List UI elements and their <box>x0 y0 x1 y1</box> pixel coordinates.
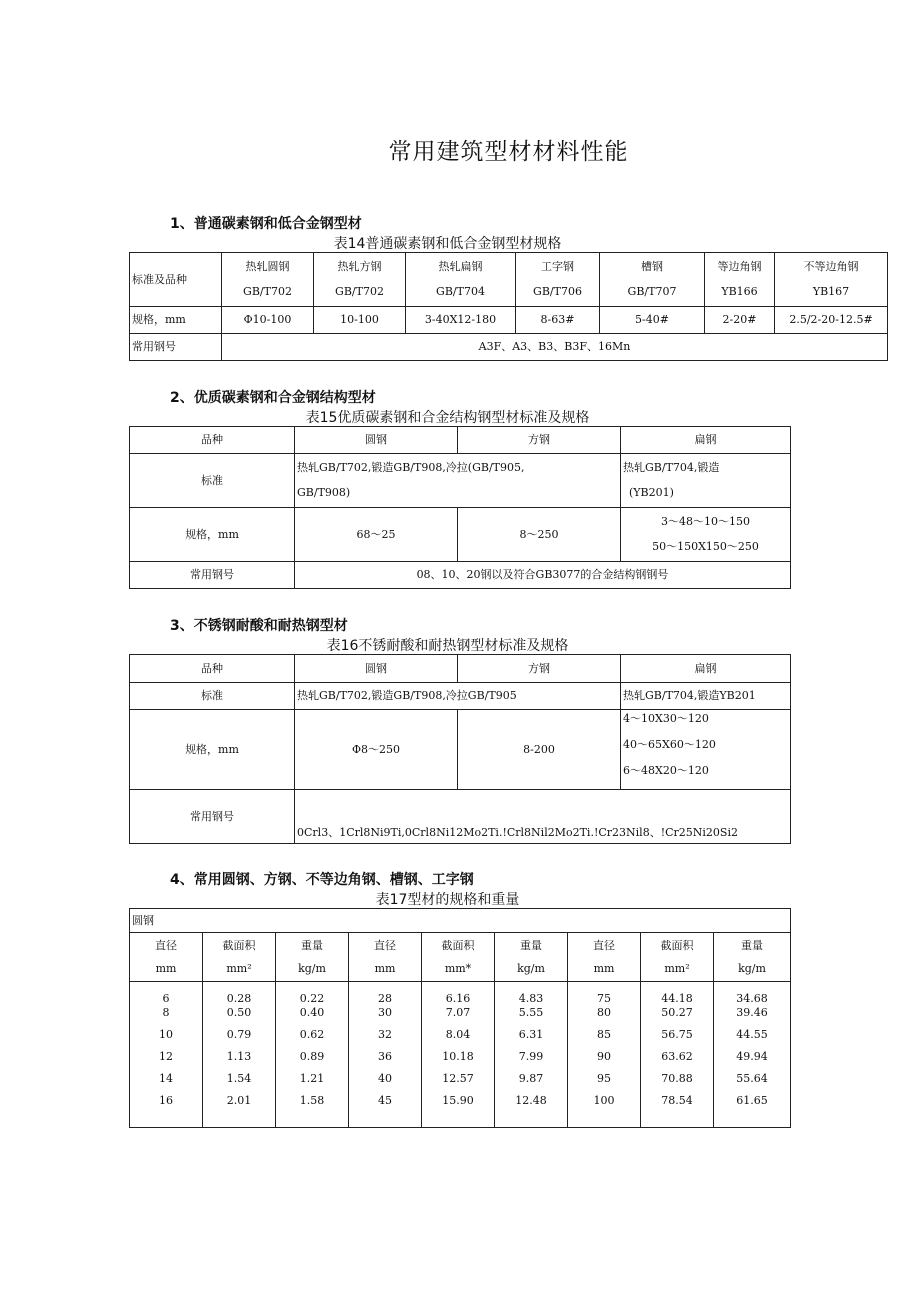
table-cell: 7.99 <box>518 1050 544 1063</box>
header-label: 标准及品种 <box>130 253 222 307</box>
table-16 <box>129 654 791 844</box>
table-cell: 0.62 <box>299 1028 325 1041</box>
square-header: 方钢 <box>458 427 621 454</box>
col-header: 热轧方钢 GB/T702 <box>314 253 406 307</box>
table-cell: 4.83 <box>518 992 544 1005</box>
data-column <box>568 982 641 1128</box>
kind-header: 品种 <box>130 427 295 454</box>
table-cell: 9.87 <box>518 1072 544 1085</box>
flat-header: 扁钢 <box>621 655 791 683</box>
table-cell: 7.07 <box>445 1006 471 1019</box>
table-cell: 61.65 <box>736 1094 768 1107</box>
table-cell: 32 <box>378 1028 392 1041</box>
table-cell: 6.31 <box>518 1028 544 1041</box>
spec-flat: 3～48～10～150 50～150X150～250 <box>621 508 791 562</box>
table-cell: 56.75 <box>661 1028 693 1041</box>
table-cell: 10.18 <box>442 1050 474 1063</box>
spec-cell: 2-20# <box>705 307 775 334</box>
table-cell: 95 <box>597 1072 611 1085</box>
table-cell: 85 <box>597 1028 611 1041</box>
table-cell: 1.58 <box>299 1094 325 1107</box>
table-cell: 49.94 <box>736 1050 768 1063</box>
col-header: 等边角钢 YB166 <box>705 253 775 307</box>
table-cell: 12.48 <box>515 1094 547 1107</box>
grade-label: 常用钢号 <box>130 334 222 361</box>
table-cell: 15.90 <box>442 1094 474 1107</box>
data-column <box>422 982 495 1128</box>
table-cell: 1.21 <box>299 1072 325 1085</box>
table-cell: 75 <box>597 992 611 1005</box>
data-column <box>276 982 349 1128</box>
table-cell: 0.40 <box>299 1006 325 1019</box>
table-cell: 40 <box>378 1072 392 1085</box>
spec-label: 规格，mm <box>130 710 295 790</box>
spec-square: 8～250 <box>458 508 621 562</box>
data-column <box>130 982 203 1128</box>
std-flat: 热轧GB/T704,锻造 (YB201) <box>621 454 791 508</box>
std-round-square: 热轧GB/T702,锻造GB/T908,冷拉(GB/T905, GB/T908) <box>295 454 621 508</box>
data-column <box>495 982 568 1128</box>
table-cell: 45 <box>378 1094 392 1107</box>
table-cell: 6.16 <box>445 992 471 1005</box>
group-label: 圆钢 <box>130 909 791 933</box>
table-cell: 39.46 <box>736 1006 768 1019</box>
col-header: 重量 kg/m <box>276 933 349 982</box>
table-cell: 14 <box>159 1072 173 1085</box>
table-15-caption: 表15优质碳素钢和合金结构钢型材标准及规格 <box>305 410 590 426</box>
col-header: 不等边角钢 YB167 <box>775 253 888 307</box>
flat-header: 扁钢 <box>621 427 791 454</box>
table-cell: 12 <box>159 1050 173 1063</box>
col-header: 直径 mm <box>349 933 422 982</box>
std-label: 标准 <box>130 454 295 508</box>
grade-label: 常用钢号 <box>130 562 295 589</box>
section-3-heading: 3、不锈钢耐酸和耐热钢型材 <box>170 618 348 634</box>
col-header: 重量 kg/m <box>495 933 568 982</box>
spec-square: 8-200 <box>458 710 621 790</box>
table-cell: 50.27 <box>661 1006 693 1019</box>
table-cell: 0.28 <box>226 992 252 1005</box>
table-cell: 55.64 <box>736 1072 768 1085</box>
table-cell: 0.79 <box>226 1028 252 1041</box>
table-cell: 2.01 <box>226 1094 252 1107</box>
col-header: 截面积 mm² <box>641 933 714 982</box>
section-1-heading: 1、普通碳素钢和低合金钢型材 <box>170 216 362 232</box>
table-cell: 34.68 <box>736 992 768 1005</box>
kind-header: 品种 <box>130 655 295 683</box>
table-cell: 8 <box>162 1006 170 1019</box>
spec-cell: 2.5/2-20-12.5# <box>775 307 888 334</box>
grade-label: 常用钢号 <box>130 790 295 844</box>
table-cell: 0.22 <box>299 992 325 1005</box>
spec-round: Φ8～250 <box>295 710 458 790</box>
grade-cell: 08、10、20钢以及符合GB3077的合金结构钢钢号 <box>295 562 791 589</box>
table-15 <box>129 426 791 589</box>
table-cell: 5.55 <box>518 1006 544 1019</box>
table-17-caption: 表17型材的规格和重量 <box>375 892 520 908</box>
table-cell: 8.04 <box>445 1028 471 1041</box>
col-header: 槽钢 GB/T707 <box>600 253 705 307</box>
col-header: 直径 mm <box>130 933 203 982</box>
std-label: 标准 <box>130 683 295 710</box>
table-14-caption: 表14普通碳素钢和低合金钢型材规格 <box>333 236 562 252</box>
table-cell: 1.54 <box>226 1072 252 1085</box>
spec-label: 规格，mm <box>130 508 295 562</box>
spec-cell: 5-40# <box>600 307 705 334</box>
section-2-heading: 2、优质碳素钢和合金钢结构型材 <box>170 390 376 406</box>
table-cell: 16 <box>159 1094 173 1107</box>
page-title: 常用建筑型材材料性能 <box>388 139 629 165</box>
table-17 <box>129 908 791 1128</box>
col-header: 重量 kg/m <box>714 933 791 982</box>
data-column <box>349 982 422 1128</box>
col-header: 工字钢 GB/T706 <box>516 253 600 307</box>
table-16-caption: 表16不锈耐酸和耐热钢型材标准及规格 <box>326 638 569 654</box>
col-header: 直径 mm <box>568 933 641 982</box>
square-header: 方钢 <box>458 655 621 683</box>
col-header: 热轧扁钢 GB/T704 <box>406 253 516 307</box>
data-column <box>714 982 791 1128</box>
table-14 <box>129 252 888 361</box>
table-cell: 0.89 <box>299 1050 325 1063</box>
spec-cell: 10-100 <box>314 307 406 334</box>
round-header: 圆钢 <box>295 655 458 683</box>
table-cell: 12.57 <box>442 1072 474 1085</box>
table-cell: 0.50 <box>226 1006 252 1019</box>
grade-cell: 0Crl3、1Crl8Ni9Ti,0Crl8Ni12Mo2Ti.!Crl8Nil2Mo2Ti.!Cr23Nil8、!Cr25Ni20Si2 <box>295 790 791 844</box>
table-cell: 63.62 <box>661 1050 693 1063</box>
col-header: 热轧圆钢 GB/T702 <box>222 253 314 307</box>
section-4-heading: 4、常用圆钢、方钢、不等边角钢、槽钢、工字钢 <box>170 872 474 888</box>
spec-cell: 8-63# <box>516 307 600 334</box>
spec-round: 68～25 <box>295 508 458 562</box>
table-cell: 100 <box>593 1094 615 1107</box>
table-cell: 36 <box>378 1050 392 1063</box>
col-header: 截面积 mm* <box>422 933 495 982</box>
data-column <box>203 982 276 1128</box>
spec-label: 规格，mm <box>130 307 222 334</box>
table-cell: 80 <box>597 1006 611 1019</box>
table-cell: 44.55 <box>736 1028 768 1041</box>
table-cell: 44.18 <box>661 992 693 1005</box>
table-cell: 78.54 <box>661 1094 693 1107</box>
spec-cell: Φ10-100 <box>222 307 314 334</box>
table-cell: 30 <box>378 1006 392 1019</box>
table-cell: 28 <box>378 992 392 1005</box>
table-cell: 70.88 <box>661 1072 693 1085</box>
col-header: 截面积 mm² <box>203 933 276 982</box>
std-round-square: 热轧GB/T702,锻造GB/T908,冷拉GB/T905 <box>295 683 621 710</box>
table-cell: 90 <box>597 1050 611 1063</box>
table-cell: 10 <box>159 1028 173 1041</box>
round-header: 圆钢 <box>295 427 458 454</box>
std-flat: 热轧GB/T704,锻造YB201 <box>621 683 791 710</box>
spec-cell: 3-40X12-180 <box>406 307 516 334</box>
data-column <box>641 982 714 1128</box>
grade-cell: A3F、A3、B3、B3F、16Mn <box>222 334 888 361</box>
table-cell: 6 <box>162 992 170 1005</box>
spec-flat: 4～10X30～120 40～65X60～120 6～48X20～120 <box>621 710 791 790</box>
table-cell: 1.13 <box>226 1050 252 1063</box>
